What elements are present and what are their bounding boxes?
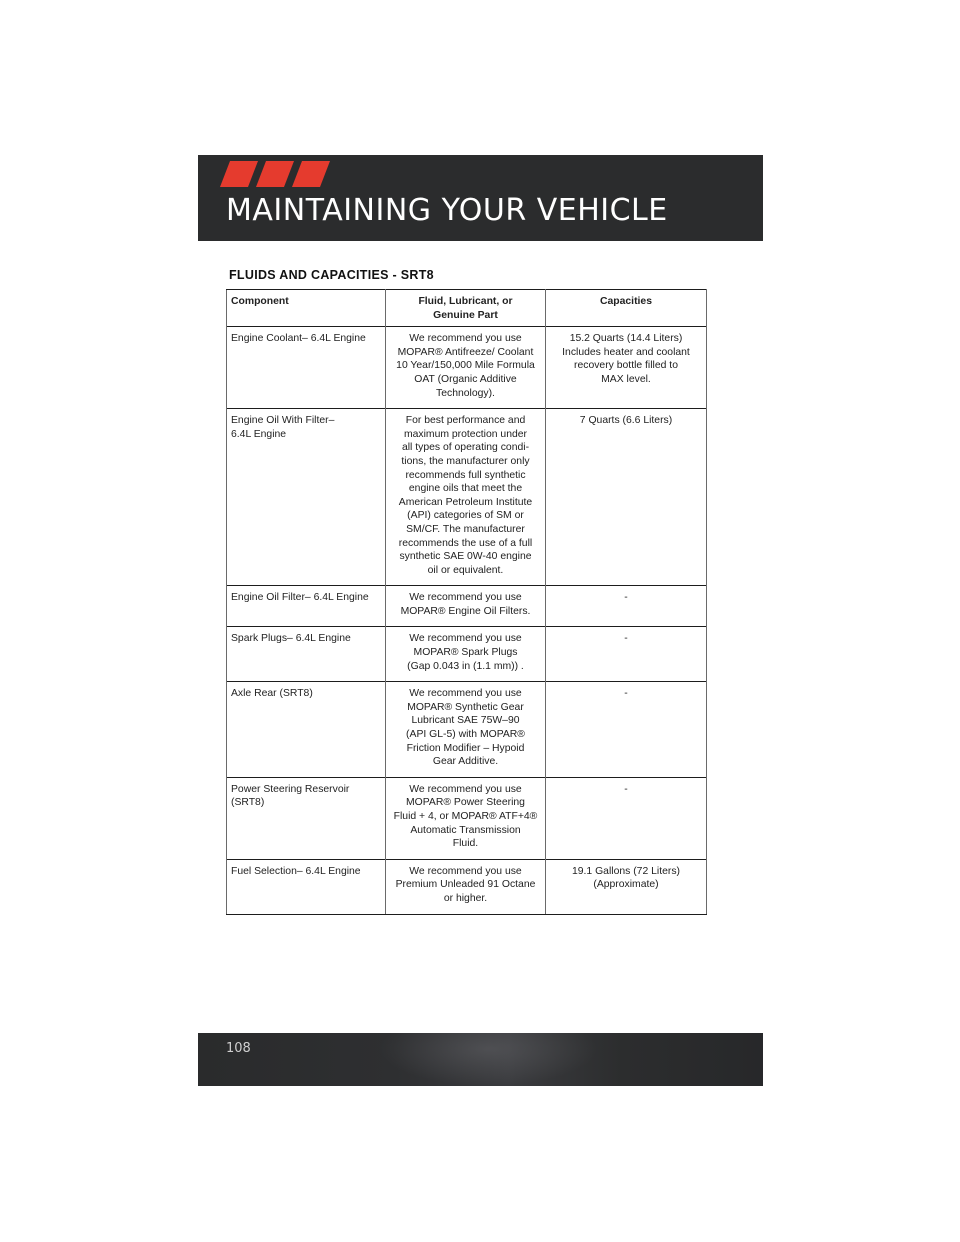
header-capacities: Capacities: [546, 290, 707, 327]
row-fluid: For best performance and maximum protection under all types of operating condi- tions, the manufacturer only recommends full synthetic engine oils that meet the American Petroleum Institute (API) categories of SM or SM/CF. The manufacturer recommends the use of a full synthetic SAE 0W-40 engine oil or equivalent.: [386, 409, 546, 586]
row-fluid: We recommend you use Premium Unleaded 91 Octane or higher.: [386, 859, 546, 914]
fluids-capacities-table: [226, 289, 707, 915]
row-capacity: 19.1 Gallons (72 Liters) (Approximate): [546, 859, 707, 914]
row-fluid: We recommend you use MOPAR® Power Steering Fluid + 4, or MOPAR® ATF+4® Automatic Transmission Fluid.: [386, 777, 546, 859]
row-capacity: 7 Quarts (6.6 Liters): [546, 409, 707, 586]
row-capacity: -: [546, 586, 707, 627]
section-title: FLUIDS AND CAPACITIES - SRT8: [229, 268, 434, 282]
stripe-3: [292, 161, 330, 187]
header-component: Component: [227, 290, 386, 327]
row-component: Fuel Selection– 6.4L Engine: [227, 859, 386, 914]
row-component: Axle Rear (SRT8): [227, 682, 386, 778]
row-component: Engine Oil With Filter– 6.4L Engine: [227, 409, 386, 586]
row-fluid: We recommend you use MOPAR® Antifreeze/ Coolant 10 Year/150,000 Mile Formula OAT (Organic Additive Technology).: [386, 327, 546, 409]
header-fluid: Fluid, Lubricant, or Genuine Part: [386, 290, 546, 327]
row-component: Engine Coolant– 6.4L Engine: [227, 327, 386, 409]
table-row: [227, 327, 707, 409]
table-row: [227, 682, 707, 778]
stripe-1: [220, 161, 258, 187]
racing-stripes-logo: [210, 161, 330, 187]
page-footer: [198, 1033, 763, 1086]
row-component: Engine Oil Filter– 6.4L Engine: [227, 586, 386, 627]
row-fluid: We recommend you use MOPAR® Spark Plugs (Gap 0.043 in (1.1 mm)) .: [386, 627, 546, 682]
row-fluid: We recommend you use MOPAR® Engine Oil Filters.: [386, 586, 546, 627]
table-row: [227, 777, 707, 859]
chapter-header: [198, 155, 763, 241]
row-capacity: 15.2 Quarts (14.4 Liters) Includes heater and coolant recovery bottle filled to MAX level.: [546, 327, 707, 409]
table-row: [227, 586, 707, 627]
row-component: Power Steering Reservoir (SRT8): [227, 777, 386, 859]
row-component: Spark Plugs– 6.4L Engine: [227, 627, 386, 682]
page-number: 108: [226, 1041, 251, 1056]
footer-background-image: [378, 1033, 598, 1086]
stripe-2: [256, 161, 294, 187]
row-capacity: -: [546, 682, 707, 778]
row-fluid: We recommend you use MOPAR® Synthetic Gear Lubricant SAE 75W–90 (API GL-5) with MOPAR® Friction Modifier – Hypoid Gear Additive.: [386, 682, 546, 778]
chapter-title: MAINTAINING YOUR VEHICLE: [226, 193, 668, 228]
table-row: [227, 627, 707, 682]
row-capacity: -: [546, 627, 707, 682]
table-row: [227, 859, 707, 914]
row-capacity: -: [546, 777, 707, 859]
table-row: [227, 409, 707, 586]
table-header-row: [227, 290, 707, 327]
